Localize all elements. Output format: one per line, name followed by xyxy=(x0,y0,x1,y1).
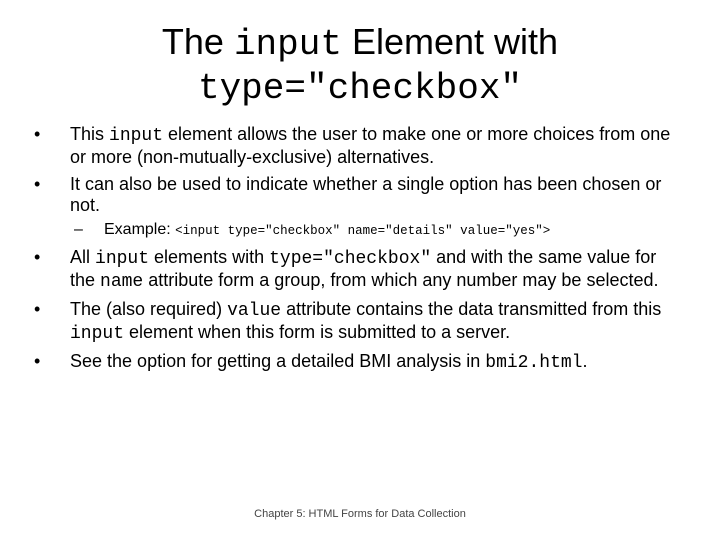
code-filename: bmi2.html xyxy=(485,353,583,373)
bullet-text: It can also be used to indicate whether a single option has been chosen or not. xyxy=(70,174,662,215)
title-line-1 xyxy=(40,20,680,67)
bullet-marker: • xyxy=(34,174,41,194)
bullet-text: See the option for getting a detailed BMI analysis in xyxy=(70,351,486,371)
bullet-marker: • xyxy=(34,299,41,319)
code-input: input xyxy=(109,126,164,146)
title-code-input: input xyxy=(233,24,342,65)
code-type-checkbox: type="checkbox" xyxy=(269,249,432,269)
bullet-text: and with the same value for the xyxy=(70,247,657,290)
bullet-item xyxy=(30,174,680,216)
title-line-2: type="checkbox" xyxy=(197,68,523,109)
bullet-item xyxy=(30,351,680,374)
sub-bullet-example xyxy=(30,220,680,241)
sub-bullet-marker: – xyxy=(74,221,83,238)
bullet-text: attribute form a group, from which any number may be selected. xyxy=(143,270,659,290)
example-code: <input type="checkbox" name="details" value="yes"> xyxy=(175,224,551,238)
code-input: input xyxy=(70,324,125,344)
slide-content xyxy=(30,124,680,380)
bullet-text: element when this form is submitted to a server. xyxy=(124,322,511,342)
bullet-text: attribute contains the data transmitted from this xyxy=(281,299,662,319)
title-text-1: The xyxy=(161,21,234,62)
bullet-marker: • xyxy=(34,247,41,267)
title-text-2: Element with xyxy=(341,21,559,62)
bullet-text: The (also required) xyxy=(70,299,228,319)
bullet-item xyxy=(30,299,680,345)
code-input: input xyxy=(95,249,150,269)
bullet-marker: • xyxy=(34,124,41,144)
bullet-text: element allows the user to make one or more choices from one or more (non-mutually-exclusive) alternatives. xyxy=(70,124,671,167)
code-value: value xyxy=(227,301,282,321)
bullet-marker: • xyxy=(34,351,41,371)
slide-title xyxy=(40,20,680,111)
bullet-text: This xyxy=(70,124,110,144)
bullet-text: . xyxy=(582,351,588,371)
example-label: Example: xyxy=(104,221,176,238)
code-name: name xyxy=(100,272,144,292)
bullet-item xyxy=(30,124,680,168)
bullet-item xyxy=(30,247,680,293)
slide-footer: Chapter 5: HTML Forms for Data Collection xyxy=(254,508,466,520)
bullet-text: elements with xyxy=(149,247,270,267)
bullet-text: All xyxy=(70,247,96,267)
